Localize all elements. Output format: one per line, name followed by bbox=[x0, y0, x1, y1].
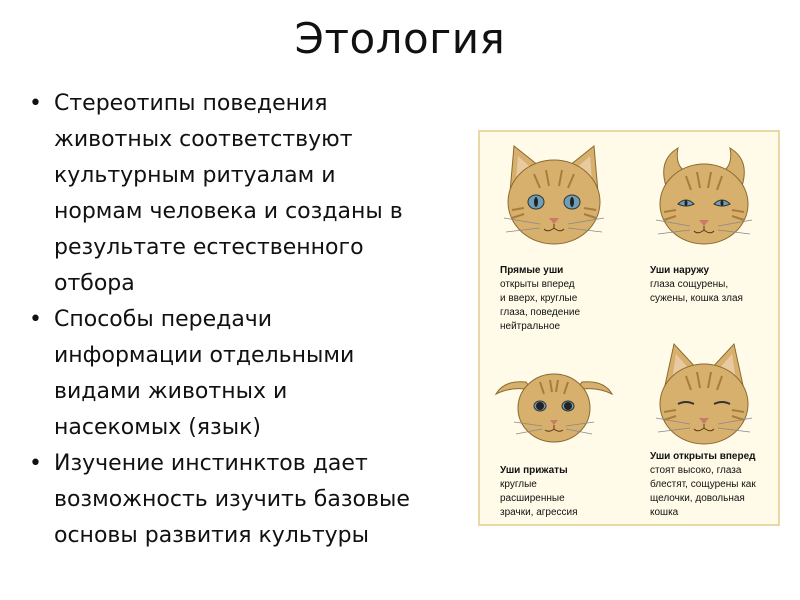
caption-line: открыты вперед bbox=[500, 279, 575, 290]
bullet-line: Стереотипы поведения bbox=[54, 91, 328, 116]
bullet-dot-icon: • bbox=[29, 91, 42, 116]
bullet-item bbox=[26, 302, 474, 446]
bullet-dot-icon: • bbox=[29, 451, 42, 476]
bullet-dot-icon: • bbox=[29, 307, 42, 332]
caption-line: блестят, сощурены как bbox=[650, 479, 756, 490]
bullet-line: Способы передачи bbox=[54, 307, 273, 332]
caption-line: глаза сощурены, bbox=[650, 279, 729, 290]
cat-caption bbox=[500, 464, 635, 520]
bullet-line: результате естественного bbox=[54, 235, 364, 260]
cat-panel-ears-up bbox=[480, 132, 628, 332]
caption-heading: Уши открыты вперед bbox=[650, 451, 756, 462]
caption-line: расширенные bbox=[500, 493, 565, 504]
cat-face-ears-forward-icon bbox=[644, 340, 764, 452]
cat-caption bbox=[500, 264, 635, 334]
bullet-item bbox=[26, 86, 474, 302]
bullet-line: отбора bbox=[54, 271, 135, 296]
cat-face-ears-flat-icon bbox=[494, 342, 614, 454]
caption-line: зрачки, агрессия bbox=[500, 507, 578, 518]
caption-heading: Уши прижаты bbox=[500, 465, 568, 476]
cat-caption bbox=[650, 264, 785, 306]
bullet-line: культурным ритуалам и bbox=[54, 163, 336, 188]
cat-panel-ears-out bbox=[630, 132, 778, 327]
bullet-line: основы развития культуры bbox=[54, 523, 369, 548]
caption-line: нейтральное bbox=[500, 321, 561, 332]
cat-panel-ears-flat bbox=[480, 330, 628, 525]
caption-heading: Прямые уши bbox=[500, 265, 564, 276]
caption-line: щелочки, довольная bbox=[650, 493, 745, 504]
bullet-item bbox=[26, 446, 474, 554]
caption-line: глаза, поведение bbox=[500, 307, 580, 318]
caption-line: стоят высоко, глаза bbox=[650, 465, 742, 476]
cat-ears-figure bbox=[478, 130, 780, 526]
caption-line: и вверх, круглые bbox=[500, 293, 578, 304]
cat-panel-ears-forward bbox=[630, 330, 778, 525]
bullet-line: возможность изучить базовые bbox=[54, 487, 410, 512]
cat-caption bbox=[650, 450, 785, 520]
cat-face-ears-up-icon bbox=[494, 140, 614, 252]
caption-line: круглые bbox=[500, 479, 537, 490]
caption-heading: Уши наружу bbox=[650, 265, 710, 276]
bullet-line: животных соответствуют bbox=[54, 127, 353, 152]
bullet-list bbox=[26, 86, 474, 554]
slide-title: Этология bbox=[294, 14, 506, 63]
bullet-line: нормам человека и созданы в bbox=[54, 199, 403, 224]
bullet-line: Изучение инстинктов дает bbox=[54, 451, 368, 476]
caption-line: кошка bbox=[650, 507, 679, 518]
bullet-line: насекомых (язык) bbox=[54, 415, 261, 440]
bullet-line: видами животных и bbox=[54, 379, 288, 404]
caption-line: сужены, кошка злая bbox=[650, 293, 743, 304]
cat-face-ears-out-icon bbox=[644, 140, 764, 252]
bullet-line: информации отдельными bbox=[54, 343, 355, 368]
